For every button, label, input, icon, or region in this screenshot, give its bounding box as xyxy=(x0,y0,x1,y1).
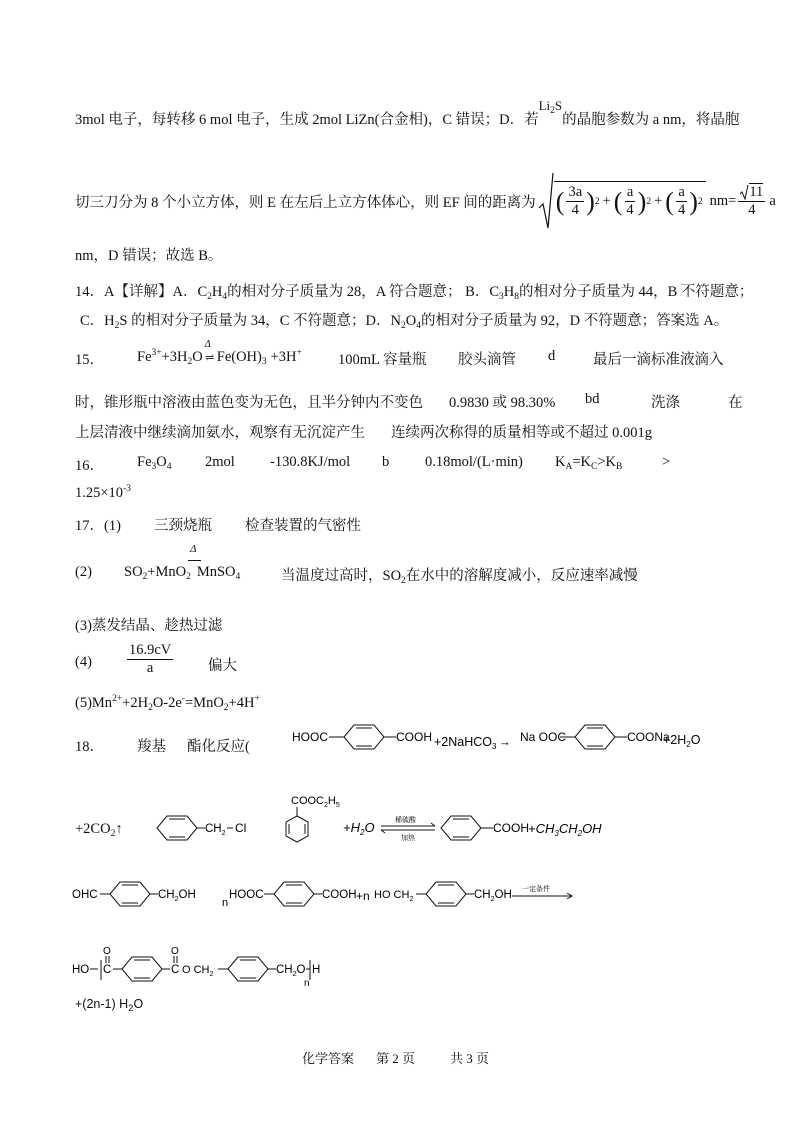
q17-delta-mark: Δ xyxy=(190,543,197,555)
condition-heat: 加热 xyxy=(401,835,415,842)
q18-equation1-structure xyxy=(292,722,712,758)
q16-answer-fe3o4: $Fe_3O_4$ xyxy=(137,454,172,472)
q16-answer-b: b xyxy=(382,454,390,470)
q16-answer-k-value: $1.25\times 10^{-3}$ xyxy=(75,484,131,501)
q17-part5: $(5)Mn^{2+}+2H_2O-2e^-=MnO_2+4H^+$ xyxy=(75,694,260,713)
benzene-ring-icon xyxy=(426,882,466,906)
condition-certain: 一定条件 xyxy=(522,886,550,893)
q16-number: 16． xyxy=(75,458,104,474)
polyester-product-structure xyxy=(72,940,352,990)
hydrolysis-equation xyxy=(343,810,723,846)
footer-page-number: 第 2 页 xyxy=(376,1051,416,1066)
benzene-ring-icon xyxy=(286,816,308,842)
water-label: $+2H_2O$ xyxy=(663,733,701,749)
q17-answer-high: 偏大 xyxy=(208,658,237,674)
q16-answer-mol: 2mol xyxy=(205,454,235,470)
ohc-benzyl-alcohol-structure xyxy=(72,876,202,912)
q15-line2: 时，锥形瓶中溶液由蓝色变为无色，且半分钟内不变色 xyxy=(75,395,423,411)
cooh-label: COOH xyxy=(396,730,432,744)
q15-line3a: 上层清液中继续滴加氨水，观察有无沉淀产生 xyxy=(75,425,365,441)
end-h: H xyxy=(312,964,321,976)
carbonyl-o-2: O xyxy=(171,946,179,957)
q15-answer-flask: 100mL 容量瓶 xyxy=(338,352,427,368)
q15-answer-d: d xyxy=(548,348,556,364)
benzene-ring-icon xyxy=(228,957,268,981)
q15-answer-endpoint: 最后一滴标准液滴入 xyxy=(593,352,724,368)
ch2-label: $CH_2$ xyxy=(205,823,226,837)
polymerization-reactants xyxy=(222,876,582,916)
q17-answer-airtight: 检查装置的气密性 xyxy=(245,518,361,534)
equilibrium-arrow-icon: Δ ⇌ xyxy=(204,339,215,364)
q15-answer-purity: 0.9830 或 98.30% xyxy=(449,395,556,411)
sqrt11-fraction: $\frac{11}{4}$ xyxy=(738,183,765,218)
benzene-ring-icon xyxy=(441,816,481,840)
q15-answer-wash: 洗涤 xyxy=(651,395,680,411)
ethanol-label: $+CH_3CH_2OH$ xyxy=(528,821,602,838)
q16-answer-gt: > xyxy=(662,454,671,470)
carbonyl-c-1: C xyxy=(103,964,112,976)
sqrt-sign-small-icon xyxy=(740,184,749,200)
sqrt-sign-icon xyxy=(538,172,554,230)
q16-answer-k: $K_A=K_C>K_B$ xyxy=(555,454,623,472)
cooh-label: COOH xyxy=(493,821,529,835)
hooc-label: HOOC xyxy=(292,730,328,744)
q18-water: +(2n-1) $H_2O$ xyxy=(75,997,144,1014)
carbonyl-o-1: O xyxy=(103,946,111,957)
benzene-ring-icon xyxy=(122,957,162,981)
sqrt-expression: ( $\frac{3a}{4}$ ) 2 + ( $\frac{a}{4}$ ) 2 + ( $\frac{a}{4}$ ) 2 xyxy=(538,172,706,230)
ester-label: $COOC_2H_5$ xyxy=(291,795,340,809)
q15-line3b: 连续两次称得的质量相等或不超过 0.001g xyxy=(391,425,652,441)
ho-label: HO xyxy=(72,964,90,976)
benzyl-chloride-structure xyxy=(155,810,250,846)
benzene-ring-icon xyxy=(344,725,384,749)
q15-answer-bd: bd xyxy=(585,391,600,407)
q18-answer-esterification: 酯化反应( xyxy=(187,739,250,755)
benzene-ring-icon xyxy=(157,816,197,840)
carbonyl-c-2: C xyxy=(171,964,180,976)
q17-answer-flask: 三颈烧瓶 xyxy=(154,518,212,534)
coona-label: COONa xyxy=(627,730,670,744)
q15-answer-dropper: 胶头滴管 xyxy=(458,352,516,368)
q14-line1: 14．A【详解】A．$C_2H_4$的相对分子质量为 28，A 符合题意； B．$C_3H_8$的相对分子质量为 44，B 不符题意； xyxy=(75,284,754,302)
q13-line3: nm，D 错误；故选 B。 xyxy=(75,248,223,264)
q17-equation: $SO_2+MnO_2$ MnSO$_4$ xyxy=(124,564,241,582)
nahco3-label: +2NaHCO$_3$ → xyxy=(434,735,511,751)
q13-line1: 3mol 电子，每转移 6 mol 电子，生成 2mol LiZn(合金相)，C 错误；D．若$Li_2S$的晶胞参数为 a nm，将晶胞 xyxy=(75,98,740,128)
q17-condition-bar xyxy=(188,560,201,561)
q17-answer-temperature: 当温度过高时，$SO_2$在水中的溶解度减小，反应速率减慢 xyxy=(281,568,638,586)
ethyl-benzoate-structure xyxy=(282,790,342,848)
och2-label: O $CH_2$ xyxy=(182,964,214,978)
hoch2-label: HO $CH_2$ xyxy=(374,889,414,903)
cl-label: Cl xyxy=(235,821,247,835)
q15-answer-at: 在 xyxy=(728,395,743,411)
q17-part2-number: (2) xyxy=(75,564,92,580)
benzene-ring-icon xyxy=(274,882,314,906)
q15-equation: $Fe^{3+}+3H_2O$ Δ ⇌ $Fe(OH)_3 +3H^+$ xyxy=(137,339,302,367)
cooh-label: COOH xyxy=(322,889,357,901)
footer-subject: 化学答案 xyxy=(302,1051,355,1066)
plus-n-label: +n xyxy=(356,889,370,903)
q18-co2: $+2CO_2↑$ xyxy=(75,821,123,839)
q17-part4-number: (4) xyxy=(75,654,92,670)
ch2oh-label: $CH_2OH$ xyxy=(158,889,196,903)
condition-acid: 稀硫酸 xyxy=(395,817,416,824)
coefficient-n: n xyxy=(222,897,229,909)
q18-number: 18． xyxy=(75,739,104,755)
reversible-arrow-icon xyxy=(381,823,435,833)
li2s-formula: $Li_2S$ xyxy=(538,98,563,116)
q13-line2: 切三刀分为 8 个小立方体，则 E 在左后上立方体体心，则 EF 间的距离为 ( $\frac{3a}{4}$ ) 2 + ( $\frac{a}{4}$ ) 2 + ( $\frac{a}{4}$ ) 2 nm= $\frac{11}{4}$ a xyxy=(75,172,776,230)
ch2oh-label: $CH_2OH$ xyxy=(474,889,512,903)
hooc-label: HOOC xyxy=(229,889,264,901)
q17-part3: (3)蒸发结晶、趁热过滤 xyxy=(75,618,223,634)
benzene-ring-icon xyxy=(110,882,150,906)
ohc-label: OHC xyxy=(72,889,98,901)
q18-answer-carboxyl: 羧基 xyxy=(137,739,166,755)
q16-answer-enthalpy: -130.8KJ/mol xyxy=(270,454,351,470)
repeat-n: n xyxy=(304,978,310,989)
reaction-arrow-icon xyxy=(512,893,572,899)
q14-line2: C．$H_2S$ 的相对分子质量为 34，C 不符题意；D．$N_2O_4$的相对分子质量为 92，D 不符题意；答案选 A。 xyxy=(80,313,729,331)
footer-total-pages: 共 3 页 xyxy=(450,1051,490,1066)
q17-part1-number: 17．(1) xyxy=(75,518,121,534)
ch2o-label: $CH_2O$ xyxy=(276,964,306,978)
q15-number: 15． xyxy=(75,352,104,368)
q16-answer-rate: 0.18mol/(L·min) xyxy=(425,454,523,470)
naooc-label: Na OOC xyxy=(520,730,567,744)
q17-answer-fraction: $\frac{16.9cV}{a}$ xyxy=(129,642,172,676)
h2o-label: $+H_2O$ xyxy=(343,820,375,837)
benzene-ring-icon xyxy=(575,725,615,749)
